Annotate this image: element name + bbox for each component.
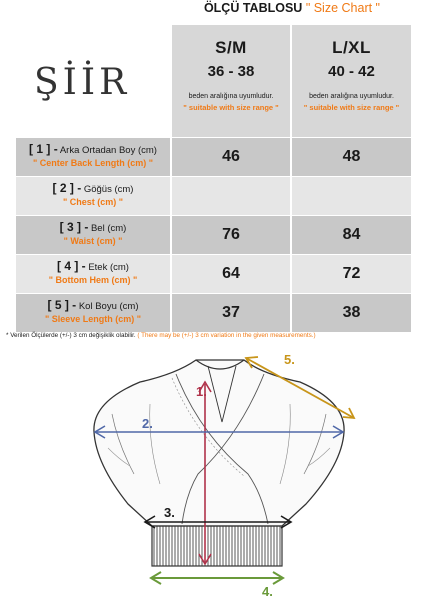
size-label: S/M — [215, 38, 247, 57]
size-header-lxl — [292, 25, 411, 137]
cell-lxl: 48 — [292, 138, 411, 176]
table-row — [16, 255, 411, 293]
size-header-sm — [172, 25, 290, 137]
row-label — [16, 177, 170, 215]
garment-diagram — [0, 344, 424, 600]
cell-lxl: 72 — [292, 255, 411, 293]
chart-title — [0, 1, 424, 15]
row-label-tr: Arka Ortadan Boy (cm) — [59, 145, 157, 156]
size-range: 36 - 38 — [207, 63, 255, 80]
measure-label-3: 3. — [164, 505, 175, 520]
row-number: [ 2 ] - — [52, 181, 82, 195]
row-label-tr: Bel (cm) — [90, 223, 127, 234]
cell-sm: 76 — [172, 216, 290, 254]
footnote-en: ( There may be (+/-) 3 cm variation in the given measurements.) — [137, 332, 316, 339]
garment-hem-band — [152, 526, 282, 566]
row-label-tr: Etek (cm) — [88, 262, 129, 273]
table-row — [16, 138, 411, 176]
cell-sm: 46 — [172, 138, 290, 176]
size-label: L/XL — [332, 38, 371, 57]
chart-title-main: ÖLÇÜ TABLOSU — [203, 1, 303, 15]
row-label-tr: Kol Boyu (cm) — [78, 301, 139, 312]
row-label-en: " Bottom Hem (cm) " — [48, 275, 138, 285]
brand-logo: ŞİİR — [34, 62, 131, 103]
row-label-en: " Center Back Length (cm) " — [32, 158, 154, 168]
size-note-tr: beden aralığına uyumludur. — [188, 93, 274, 100]
size-range: 40 - 42 — [328, 63, 375, 80]
cell-sm: 64 — [172, 255, 290, 293]
row-label — [16, 294, 170, 332]
cell-lxl — [292, 177, 411, 215]
row-number: [ 5 ] - — [47, 298, 77, 312]
row-number: [ 3 ] - — [59, 220, 89, 234]
measure-label-4: 4. — [262, 584, 273, 599]
table-row — [16, 177, 411, 215]
row-number: [ 1 ] - — [29, 142, 58, 156]
row-label — [16, 216, 170, 254]
row-label-en: " Sleeve Length (cm) " — [44, 314, 142, 324]
measure-label-2: 2. — [142, 416, 153, 431]
size-note-en: " suitable with size range " — [183, 103, 279, 112]
cell-sm — [172, 177, 290, 215]
chart-title-accent: " Size Chart " — [305, 1, 380, 15]
cell-sm: 37 — [172, 294, 290, 332]
footnote-tr: * Verilen Ölçülerde (+/-) 3 cm değişiklik olabilir. — [6, 332, 136, 339]
size-note-en: " suitable with size range " — [303, 103, 400, 112]
cell-lxl: 84 — [292, 216, 411, 254]
row-label — [16, 138, 170, 176]
table-row — [16, 216, 411, 254]
measure-label-1: 1. — [196, 384, 207, 399]
row-label — [16, 255, 170, 293]
table-row — [16, 294, 411, 332]
measurement-footnote — [6, 332, 420, 339]
cell-lxl: 38 — [292, 294, 411, 332]
size-note-tr: beden aralığına uyumludur. — [309, 93, 394, 100]
row-number: [ 4 ] - — [57, 259, 86, 273]
row-label-en: " Waist (cm) " — [63, 236, 123, 246]
measure-label-5: 5. — [284, 352, 295, 367]
row-label-tr: Göğüs (cm) — [83, 184, 134, 195]
garment-outline — [94, 360, 344, 526]
row-label-en: " Chest (cm) " — [62, 197, 124, 207]
